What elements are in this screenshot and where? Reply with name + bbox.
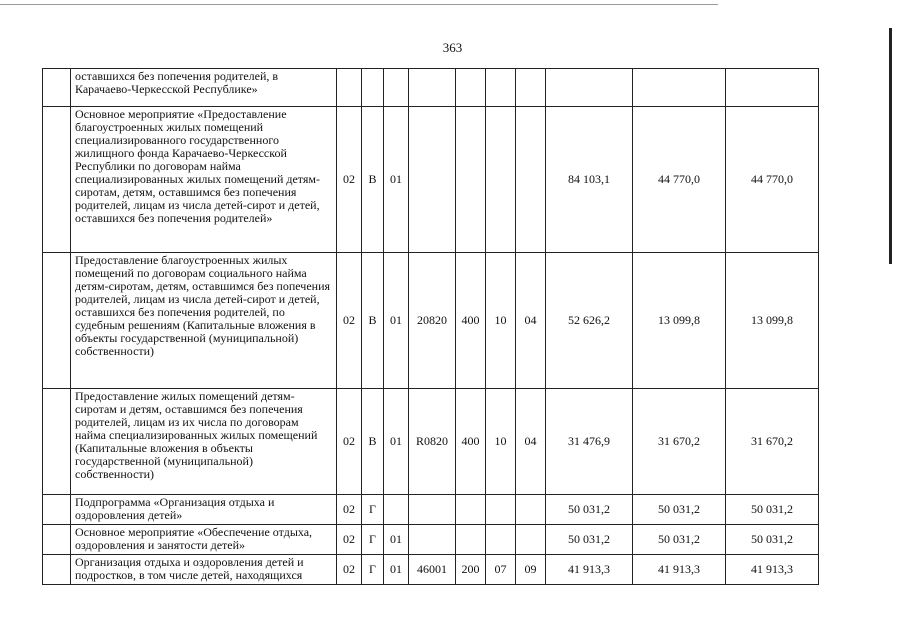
code-section — [486, 107, 516, 253]
row-marker-cell — [43, 555, 71, 585]
page-number: 363 — [442, 40, 463, 55]
row-name: Подпрограмма «Организация отдыха и оздоровления детей» — [71, 495, 337, 525]
amount-year-1: 84 103,1 — [546, 107, 633, 253]
code-event: 01 — [384, 555, 409, 585]
row-marker-cell — [43, 525, 71, 555]
code-direction — [409, 525, 456, 555]
code-expense-type: 400 — [456, 253, 486, 389]
amount-year-3: 50 031,2 — [726, 525, 819, 555]
table-row — [43, 389, 819, 495]
table-row — [43, 107, 819, 253]
amount-year-2: 41 913,3 — [633, 555, 726, 585]
code-event — [384, 495, 409, 525]
row-marker-cell — [43, 495, 71, 525]
code-subprogram — [362, 69, 384, 107]
table-row — [43, 253, 819, 389]
code-subsection — [516, 107, 546, 253]
amount-year-3 — [726, 69, 819, 107]
amount-year-1 — [546, 69, 633, 107]
amount-year-2: 44 770,0 — [633, 107, 726, 253]
code-expense-type — [456, 107, 486, 253]
row-name: Организация отдыха и оздоровления детей и подростков, в том числе детей, находящихся — [71, 555, 337, 585]
code-event: 01 — [384, 389, 409, 495]
amount-year-3: 41 913,3 — [726, 555, 819, 585]
code-program: 02 — [337, 389, 362, 495]
code-subsection — [516, 525, 546, 555]
row-marker-cell — [43, 69, 71, 107]
amount-year-1: 52 626,2 — [546, 253, 633, 389]
code-section — [486, 495, 516, 525]
code-direction — [409, 107, 456, 253]
code-program: 02 — [337, 107, 362, 253]
table-row — [43, 495, 819, 525]
code-expense-type: 400 — [456, 389, 486, 495]
code-section: 10 — [486, 389, 516, 495]
code-section: 10 — [486, 253, 516, 389]
table-row — [43, 555, 819, 585]
code-direction — [409, 69, 456, 107]
code-subprogram: В — [362, 253, 384, 389]
amount-year-2: 31 670,2 — [633, 389, 726, 495]
code-direction: R0820 — [409, 389, 456, 495]
amount-year-2: 50 031,2 — [633, 525, 726, 555]
row-name: Основное мероприятие «Предоставление благоустроенных жилых помещений специализированного государственного жилищного фонда Карачаево-Черкесской Республики по договорам найма специализированных жилых помещений детям-сиротам, детям, оставшимся без попечения родителей, лицам из числа детей-сирот и детей, оставшихся без попечения родителей» — [71, 107, 337, 253]
amount-year-3: 31 670,2 — [726, 389, 819, 495]
code-subsection: 04 — [516, 389, 546, 495]
amount-year-2: 13 099,8 — [633, 253, 726, 389]
row-name: оставшихся без попечения родителей, в Карачаево-Черкесской Республике» — [71, 69, 337, 107]
row-marker-cell — [43, 389, 71, 495]
scan-top-rule — [0, 4, 718, 5]
code-event: 01 — [384, 107, 409, 253]
code-subsection — [516, 69, 546, 107]
code-subprogram: Г — [362, 555, 384, 585]
amount-year-3: 50 031,2 — [726, 495, 819, 525]
code-subsection: 09 — [516, 555, 546, 585]
code-subprogram: Г — [362, 495, 384, 525]
code-expense-type — [456, 69, 486, 107]
amount-year-1: 50 031,2 — [546, 525, 633, 555]
code-subprogram: В — [362, 107, 384, 253]
code-event: 01 — [384, 253, 409, 389]
row-name: Предоставление благоустроенных жилых помещений по договорам социального найма детям-сиротам, детям, оставшимся без попечения родителей, лицам из числа детей-сирот и детей, оставшихся без попечения родителей, по судебным решениям (Капитальные вложения в объекты государственной (муниципальной) собственности) — [71, 253, 337, 389]
table-row — [43, 69, 819, 107]
code-section — [486, 525, 516, 555]
code-section — [486, 69, 516, 107]
budget-table — [42, 68, 819, 585]
code-subprogram: Г — [362, 525, 384, 555]
code-program: 02 — [337, 253, 362, 389]
code-event — [384, 69, 409, 107]
amount-year-1: 31 476,9 — [546, 389, 633, 495]
amount-year-3: 44 770,0 — [726, 107, 819, 253]
row-marker-cell — [43, 253, 71, 389]
code-program — [337, 69, 362, 107]
row-name: Основное мероприятие «Обеспечение отдыха, оздоровления и занятости детей» — [71, 525, 337, 555]
code-expense-type — [456, 495, 486, 525]
code-program: 02 — [337, 555, 362, 585]
code-expense-type — [456, 525, 486, 555]
code-section: 07 — [486, 555, 516, 585]
amount-year-1: 41 913,3 — [546, 555, 633, 585]
row-marker-cell — [43, 107, 71, 253]
row-name: Предоставление жилых помещений детям-сиротам и детям, оставшимся без попечения родителей, лицам из их числа по договорам найма специализированных жилых помещений (Капитальные вложения в объекты государственной (муниципальной) собственности) — [71, 389, 337, 495]
code-direction — [409, 495, 456, 525]
amount-year-1: 50 031,2 — [546, 495, 633, 525]
amount-year-3: 13 099,8 — [726, 253, 819, 389]
code-subprogram: В — [362, 389, 384, 495]
code-direction: 46001 — [409, 555, 456, 585]
code-subsection — [516, 495, 546, 525]
table-row — [43, 525, 819, 555]
code-subsection: 04 — [516, 253, 546, 389]
scan-edge-mark — [889, 28, 892, 264]
code-event: 01 — [384, 525, 409, 555]
code-expense-type: 200 — [456, 555, 486, 585]
code-program: 02 — [337, 495, 362, 525]
code-program: 02 — [337, 525, 362, 555]
code-direction: 20820 — [409, 253, 456, 389]
amount-year-2 — [633, 69, 726, 107]
amount-year-2: 50 031,2 — [633, 495, 726, 525]
